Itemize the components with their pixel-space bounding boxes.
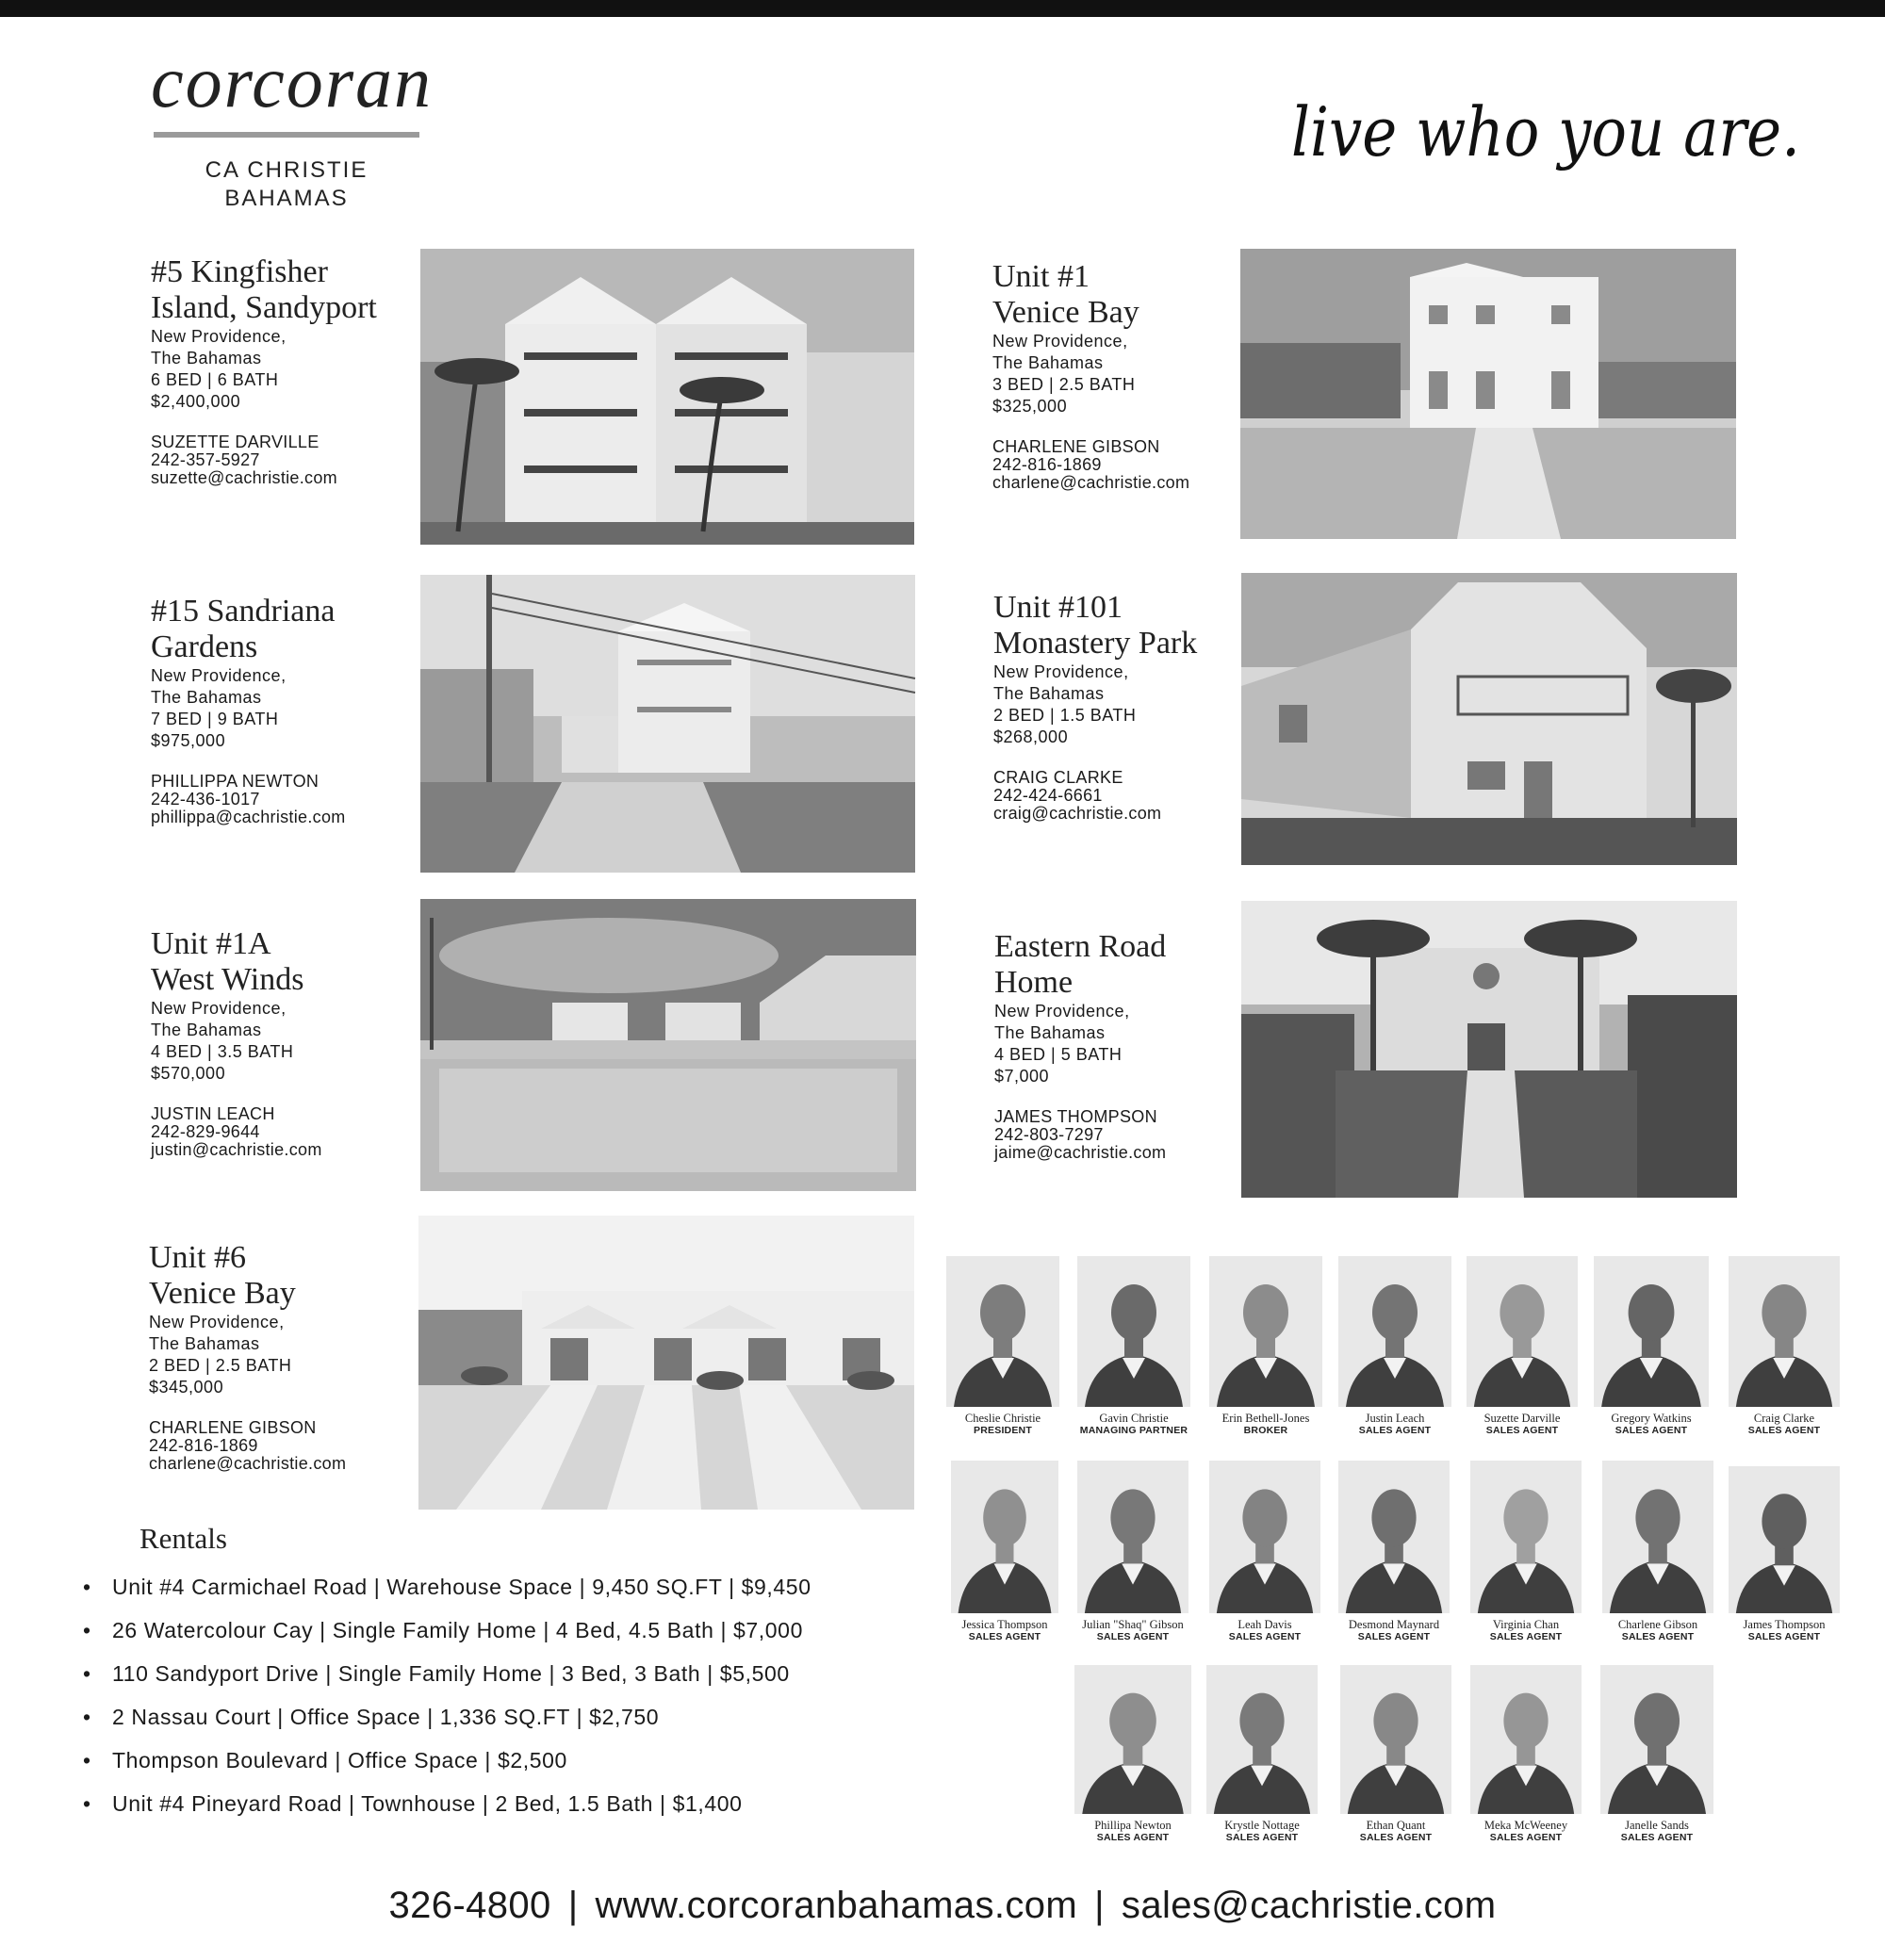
team-member-card	[1710, 1466, 1859, 1642]
listing-location: New Providence,	[149, 1313, 285, 1331]
rental-item	[83, 1565, 811, 1609]
rentals-list	[83, 1565, 811, 1825]
rental-item	[83, 1739, 811, 1782]
team-member-role: SALES AGENT	[1359, 1832, 1433, 1843]
listing-agent-email[interactable]: jaime@cachristie.com	[994, 1143, 1167, 1162]
listing-spacer	[994, 1087, 1268, 1108]
team-member-name: Cheslie Christie	[964, 1412, 1041, 1425]
listing-location: The Bahamas	[992, 353, 1104, 372]
listing-card	[151, 254, 424, 487]
listing-title: Unit #6	[149, 1240, 246, 1275]
team-member-role: SALES AGENT	[1485, 1425, 1559, 1436]
listing-title: #15 Sandriana	[151, 594, 336, 629]
team-member-name: Gregory Watkins	[1611, 1412, 1692, 1425]
listing-location: The Bahamas	[151, 349, 262, 368]
bullet-icon: •	[83, 1618, 91, 1642]
listing-location: The Bahamas	[151, 688, 262, 707]
team-member-name: Suzette Darville	[1483, 1412, 1561, 1425]
listing-card	[994, 929, 1268, 1162]
team-member-name: Charlene Gibson	[1617, 1618, 1698, 1631]
team-member-portrait	[1467, 1256, 1578, 1407]
rental-item	[83, 1652, 811, 1695]
team-member-name: Phillipa Newton	[1094, 1819, 1172, 1832]
listing-spacer	[149, 1398, 422, 1419]
listing-agent-phone: 242-436-1017	[151, 790, 260, 808]
tagline-script	[1282, 57, 1810, 217]
listing-card	[993, 590, 1267, 823]
rental-item-text: 2 Nassau Court | Office Space | 1,336 SQ.FT | $2,750	[112, 1705, 660, 1729]
listing-title: Unit #101	[993, 590, 1123, 625]
listing-title: Unit #1A	[151, 926, 271, 961]
team-member-name: Meka McWeeney	[1483, 1819, 1568, 1832]
listing-beds-baths: 3 BED | 2.5 BATH	[992, 375, 1136, 394]
team-member-role: SALES AGENT	[1225, 1832, 1299, 1843]
listing-location: New Providence,	[993, 662, 1129, 681]
listing-agent-name: CHARLENE GIBSON	[149, 1418, 317, 1437]
top-border	[0, 0, 1885, 17]
team-member-portrait	[1074, 1665, 1191, 1814]
listing-title: Venice Bay	[149, 1276, 296, 1311]
listing-price: $345,000	[149, 1378, 224, 1396]
listing-agent-email[interactable]: phillippa@cachristie.com	[151, 808, 346, 826]
team-member-name: Craig Clarke	[1753, 1412, 1815, 1425]
listing-beds-baths: 4 BED | 3.5 BATH	[151, 1042, 294, 1061]
listing-title: #5 Kingfisher	[151, 254, 328, 289]
team-member-name: James Thompson	[1743, 1618, 1826, 1631]
listing-price: $325,000	[992, 397, 1068, 416]
team-member-portrait	[1729, 1256, 1840, 1407]
rental-item-text: Thompson Boulevard | Office Space | $2,500	[112, 1748, 567, 1772]
contact-footer	[0, 1885, 1885, 1927]
listing-agent-email[interactable]: craig@cachristie.com	[993, 804, 1162, 823]
team-member-role: SALES AGENT	[1096, 1631, 1170, 1642]
bullet-icon: •	[83, 1748, 91, 1772]
listing-agent-name: PHILLIPPA NEWTON	[151, 772, 320, 791]
team-member-role: SALES AGENT	[1358, 1425, 1432, 1436]
listing-agent-name: JAMES THOMPSON	[994, 1107, 1157, 1126]
rental-item-text: Unit #4 Pineyard Road | Townhouse | 2 Bed, 1.5 Bath | $1,400	[112, 1791, 743, 1816]
team-member-role: SALES AGENT	[1489, 1832, 1563, 1843]
brand-logo: corcoran	[151, 41, 434, 122]
team-member-name: Ethan Quant	[1366, 1819, 1426, 1832]
listing-spacer	[151, 413, 424, 433]
team-member-name: Julian "Shaq" Gibson	[1082, 1618, 1184, 1631]
rental-item-text: Unit #4 Carmichael Road | Warehouse Space | 9,450 SQ.FT | $9,450	[112, 1575, 811, 1599]
team-member-role: BROKER	[1243, 1425, 1288, 1436]
listing-spacer	[151, 752, 424, 773]
listing-price: $975,000	[151, 731, 226, 750]
listing-location: The Bahamas	[994, 1023, 1106, 1042]
listing-card	[151, 926, 424, 1159]
brand-subtitle	[154, 156, 419, 213]
team-member-name: Janelle Sands	[1625, 1819, 1689, 1832]
listing-agent-name: CRAIG CLARKE	[993, 768, 1123, 787]
listing-spacer	[992, 417, 1266, 438]
listing-photo-1	[1240, 249, 1736, 539]
team-member-role: SALES AGENT	[1620, 1832, 1694, 1843]
listing-beds-baths: 2 BED | 1.5 BATH	[993, 706, 1137, 725]
team-member-portrait	[1338, 1256, 1451, 1407]
listing-title: Unit #1	[992, 259, 1090, 294]
listing-title: Monastery Park	[993, 626, 1198, 661]
listing-price: $7,000	[994, 1067, 1050, 1086]
team-member-card	[1320, 1461, 1468, 1642]
listing-beds-baths: 2 BED | 2.5 BATH	[149, 1356, 292, 1375]
listing-agent-phone: 242-803-7297	[994, 1125, 1104, 1144]
listing-location: The Bahamas	[993, 684, 1105, 703]
team-member-portrait	[1470, 1665, 1582, 1814]
listing-agent-email[interactable]: charlene@cachristie.com	[992, 473, 1190, 492]
team-member-role: MANAGING PARTNER	[1079, 1425, 1188, 1436]
listing-agent-phone: 242-829-9644	[151, 1122, 260, 1141]
listing-photo-0	[420, 249, 914, 545]
team-member-role: SALES AGENT	[1747, 1425, 1821, 1436]
listing-photo-5	[1241, 901, 1737, 1198]
listing-spacer	[151, 1085, 424, 1105]
listing-title: West Winds	[151, 962, 304, 997]
team-member-portrait	[1209, 1461, 1320, 1613]
listing-agent-name: JUSTIN LEACH	[151, 1104, 275, 1123]
listing-location: New Providence,	[992, 332, 1128, 351]
listing-price: $570,000	[151, 1064, 226, 1083]
team-member-card	[1710, 1256, 1859, 1436]
listing-agent-phone: 242-816-1869	[992, 455, 1102, 474]
team-member-portrait	[1206, 1665, 1318, 1814]
listing-title: Eastern Road	[994, 929, 1167, 964]
team-member-role: SALES AGENT	[1228, 1631, 1302, 1642]
team-member-role: SALES AGENT	[1489, 1631, 1563, 1642]
bullet-icon: •	[83, 1661, 91, 1686]
footer-website-link[interactable]: www.corcoranbahamas.com	[595, 1885, 1078, 1926]
team-member-name: Virginia Chan	[1492, 1618, 1560, 1631]
bullet-icon: •	[83, 1791, 91, 1816]
team-member-name: Gavin Christie	[1099, 1412, 1169, 1425]
tagline-text: live who you are.	[1291, 92, 1800, 172]
footer-separator: |	[1094, 1885, 1105, 1926]
team-member-portrait	[1729, 1466, 1840, 1613]
listing-card	[992, 259, 1266, 492]
brand-logo-rule	[154, 132, 419, 138]
team-member-portrait	[1602, 1461, 1713, 1613]
rental-item-text: 110 Sandyport Drive | Single Family Home | 3 Bed, 3 Bath | $5,500	[112, 1661, 790, 1686]
team-member-card	[932, 1461, 1077, 1642]
team-member-portrait	[951, 1461, 1058, 1613]
team-member-card	[1575, 1256, 1728, 1436]
listing-location: New Providence,	[151, 999, 287, 1018]
listing-agent-email[interactable]: charlene@cachristie.com	[149, 1454, 347, 1473]
team-member-role: SALES AGENT	[1621, 1631, 1695, 1642]
listing-photo-3	[1241, 573, 1737, 865]
team-member-card	[1451, 1461, 1600, 1642]
bullet-icon: •	[83, 1705, 91, 1729]
team-member-role: SALES AGENT	[1096, 1832, 1170, 1843]
team-member-name: Krystle Nottage	[1224, 1819, 1300, 1832]
team-member-card	[1321, 1665, 1470, 1843]
team-member-portrait	[1594, 1256, 1709, 1407]
team-member-portrait	[1338, 1461, 1450, 1613]
team-member-portrait	[1340, 1665, 1451, 1814]
team-member-role: SALES AGENT	[968, 1631, 1041, 1642]
footer-separator: |	[567, 1885, 579, 1926]
rental-item-text: 26 Watercolour Cay | Single Family Home | 4 Bed, 4.5 Bath | $7,000	[112, 1618, 803, 1642]
listing-location: The Bahamas	[149, 1334, 260, 1353]
listing-beds-baths: 4 BED | 5 BATH	[994, 1045, 1123, 1064]
listing-title: Home	[994, 965, 1074, 1000]
listing-price: $268,000	[993, 727, 1069, 746]
team-member-card	[1188, 1665, 1336, 1843]
team-member-name: Erin Bethell-Jones	[1221, 1412, 1310, 1425]
listing-beds-baths: 7 BED | 9 BATH	[151, 710, 279, 728]
rental-item	[83, 1695, 811, 1739]
rental-item	[83, 1782, 811, 1825]
team-member-portrait	[1077, 1256, 1190, 1407]
team-member-portrait	[1600, 1665, 1713, 1814]
team-member-role: SALES AGENT	[1747, 1631, 1821, 1642]
footer-email-link[interactable]: sales@cachristie.com	[1121, 1885, 1497, 1926]
team-member-card	[1190, 1461, 1339, 1642]
listing-agent-name: CHARLENE GIBSON	[992, 437, 1160, 456]
listing-title: Gardens	[151, 629, 258, 664]
team-member-card	[1451, 1665, 1600, 1843]
team-member-portrait	[1209, 1256, 1322, 1407]
team-member-role: PRESIDENT	[974, 1425, 1032, 1436]
brand-subtitle-line-1: CA CHRISTIE	[205, 157, 369, 183]
team-member-name: Jessica Thompson	[961, 1618, 1048, 1631]
listing-agent-name: SUZETTE DARVILLE	[151, 433, 320, 451]
team-member-card	[1582, 1665, 1732, 1843]
listing-agent-phone: 242-816-1869	[149, 1436, 258, 1455]
listing-spacer	[993, 748, 1267, 769]
team-member-card	[1190, 1256, 1341, 1436]
listing-agent-phone: 242-424-6661	[993, 786, 1103, 805]
team-member-portrait	[1077, 1461, 1188, 1613]
listing-card	[149, 1240, 422, 1473]
listing-location: New Providence,	[151, 666, 287, 685]
listing-photo-6	[418, 1216, 914, 1510]
rental-item	[83, 1609, 811, 1652]
listing-card	[151, 594, 424, 826]
listing-agent-email[interactable]: suzette@cachristie.com	[151, 468, 337, 487]
footer-phone: 326-4800	[388, 1885, 551, 1926]
team-member-card	[927, 1256, 1078, 1436]
team-member-role: SALES AGENT	[1357, 1631, 1431, 1642]
team-member-name: Desmond Maynard	[1348, 1618, 1440, 1631]
listing-location: New Providence,	[151, 327, 287, 346]
listing-agent-email[interactable]: justin@cachristie.com	[151, 1140, 322, 1159]
team-member-portrait	[1470, 1461, 1582, 1613]
rentals-title: Rentals	[139, 1522, 227, 1555]
listing-price: $2,400,000	[151, 392, 241, 411]
brand-subtitle-line-2: BAHAMAS	[224, 186, 349, 211]
listing-title: Venice Bay	[992, 295, 1139, 330]
team-member-name: Leah Davis	[1238, 1618, 1292, 1631]
listing-photo-4	[420, 899, 916, 1191]
team-member-card	[1058, 1256, 1209, 1436]
listing-title: Island, Sandyport	[151, 290, 377, 325]
listing-agent-phone: 242-357-5927	[151, 450, 260, 469]
bullet-icon: •	[83, 1575, 91, 1599]
listing-photo-2	[420, 575, 915, 873]
team-member-card	[1058, 1461, 1207, 1642]
listing-location: New Providence,	[994, 1002, 1130, 1021]
listing-location: The Bahamas	[151, 1021, 262, 1039]
team-member-portrait	[946, 1256, 1059, 1407]
listing-beds-baths: 6 BED | 6 BATH	[151, 370, 279, 389]
team-member-name: Justin Leach	[1365, 1412, 1425, 1425]
team-member-role: SALES AGENT	[1615, 1425, 1688, 1436]
